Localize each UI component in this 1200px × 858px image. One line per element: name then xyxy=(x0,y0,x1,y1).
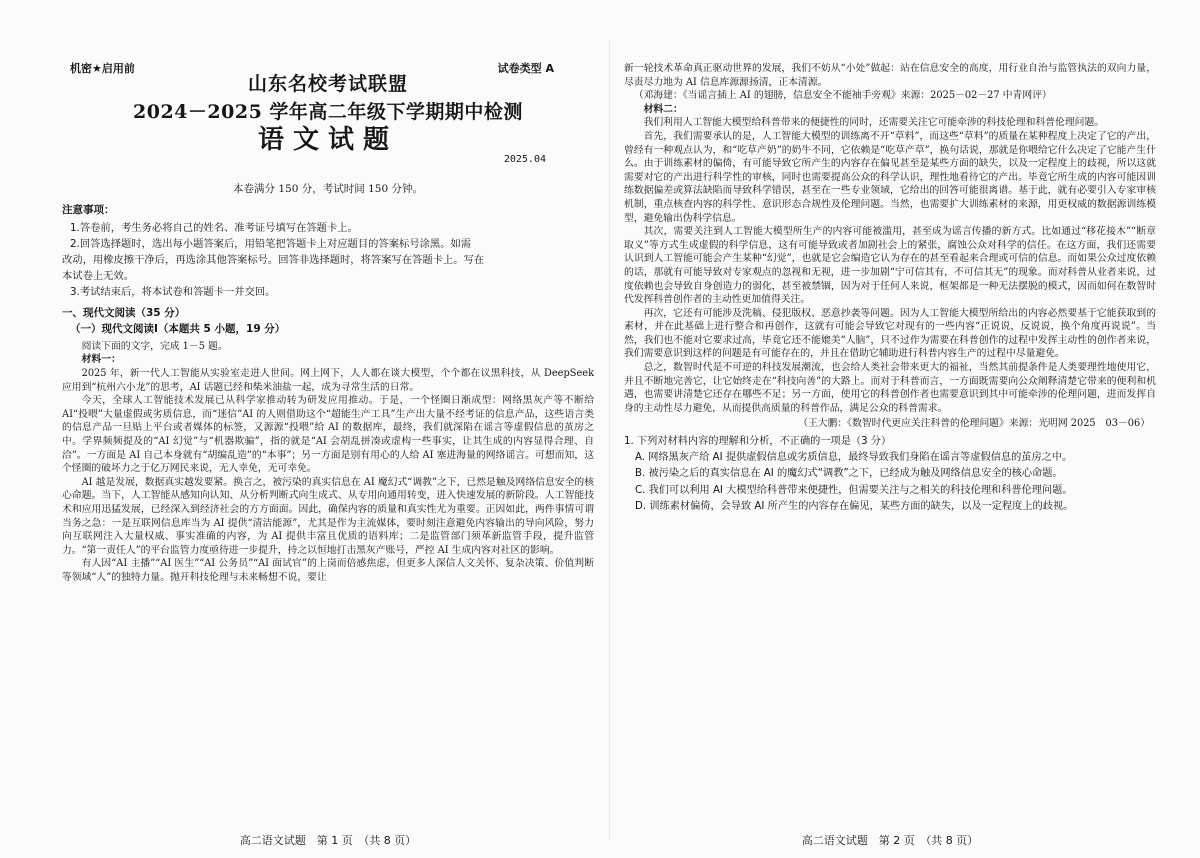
paragraph: 我们利用人工智能大模型给科普带来的便捷性的同时，还需要关注它可能牵涉的科技伦理和科普伦理问题。 xyxy=(643,117,1105,129)
notes-heading: 注意事项： xyxy=(62,204,115,216)
note-line: 2.回答选择题时，选出每小题答案后，用铅笔把答题卡上对应题目的答案标号涂黑。如需 xyxy=(70,237,472,250)
page-gutter xyxy=(609,40,610,840)
note-line: 改动，用橡皮擦干净后，再选涂其他答案标号。回答非选择题时，将答案写在答题卡上。写在 xyxy=(62,253,485,266)
page-1-body xyxy=(62,204,594,584)
material-label: 材料一： xyxy=(81,354,121,366)
option-d: D. 训练素材偏倚，会导致 AI 所产生的内容存在偏见，某些方面的缺失，以及一定程度上的歧视。 xyxy=(635,501,1074,513)
paragraph: 2025 年，新一代人工智能从实验室走进人世间。网上网下，人人都在谈大模型，个个都在议黑科技，从 DeepSeek 应用到“杭州六小龙”的思考，AI 话题已经和柴米油盐一起，成为寻常生活的日常。 xyxy=(62,367,594,393)
page-footer: 高二语文试题 第 2 页 （共 8 页） xyxy=(801,834,979,848)
option-a: A. 网络黑灰产给 AI 提供虚假信息或劣质信息，最终导致我们身陷在谣言等虚假信息的茧房之中。 xyxy=(635,451,1073,463)
section-heading: 一、现代文阅读（35 分） xyxy=(62,306,186,319)
exam-meta: 本卷满分 150 分，考试时间 150 分钟。 xyxy=(233,183,423,195)
paragraph: 有人因“AI 主播”“AI 医生”“AI 公务员”“AI 面试官”的上岗而倍感焦虑，但更多人深信人文关怀、复杂决策、价值判断等领域“人”的独特力量。抛开科技伦理与未来畅想不说，要让 xyxy=(62,558,594,583)
exam-date: 2025.04 xyxy=(503,154,546,165)
option-b: B. 被污染之后的真实信息在 AI 的魔幻式“调教”之下，已经成为触及网络信息安全的核心命题。 xyxy=(635,468,1063,480)
alliance-title: 山东名校考试联盟 xyxy=(247,73,408,95)
paragraph: 首先，我们需要承认的是，人工智能大模型的训练离不开“草料”，而这些“草料”的质量在某种程度上决定了它的产出，曾经有一种观点认为，和“吃草产奶”的奶牛不同，它依赖是“吃草产草”，换句话说，那就是你喂给它什么决定了它能产生什么。由于训练素材的偏倚，有可能导致它所产生的内容存在偏见甚至是某些方面的缺失，以及一定程度上的歧视，所以这就需要对它的产出进行科学性的审核，同时也需要提高公众的科学认识，理性地看待它的产出。毕竟它所生成的内容可能因训练数据偏差或算法缺陷而导致科学错误，甚至在一些专业领域，它给出的回答可能很离谱。基于此，就有必要引入专家审核机制，重点核查内容的科学性、意识形态合规性及伦理问题。当然，也需要扩大训练素材的来源，用更权威的数据源训练模型，避免输出伪科学信息。 xyxy=(624,130,1156,224)
paragraph: AI 越是发展，数据真实越发要紧。换言之，被污染的真实信息在 AI 魔幻式“调教”之下，已然是触及网络信息安全的核心命题。当下，人工智能从感知向认知、从分析判断式向生成式、从专用向通用转变，进入快速发展的新阶段。人工智能技术和应用迅猛发展，已经深入到经济社会的方方面面。因此，确保内容的质量和真实性尤为重要。正因如此，两件事情可谓当务之急：一是互联网信息库当为 AI 提供“清洁能源”，尤其是作为主流媒体，要时刻注意避免内容输出的导向风险，努力向互联网注入大量权威、事实准确的内容，为 AI 提供丰富且优质的语料库；二是监管部门须革新监管手段，提升监管力。“第一责任人”的平台监管力度亟待进一步提升，持之以恒地打击黑灰产账号，严控 AI 生成内容对社区的影响。 xyxy=(62,476,594,556)
page-2 xyxy=(624,62,1156,852)
note-line: 3.考试结束后，将本试卷和答题卡一并交回。 xyxy=(70,285,276,298)
paragraph: 其次，需要关注到人工智能大模型所生产的内容可能被滥用，甚至成为谣言传播的新方式。比如通过“移花接木”“断章取义”等方式生成虚假的科学信息，这有可能导致或者加剧社会上的紧张，腐蚀公众对科学的信任。在这方面，我们还需要认识到人工智能可能会产生某种“幻觉”，也就是它会编造它认为存在的甚至看起来合理或可信的信息。而如果公众过度依赖的话，那就有可能导致对专家观点的忽视和无视，进一步加剧“宁可信其有，不可信其无”的现象。而对科普从业者来说，过度依赖也会导致自身创造力的弱化，甚至被禁锢，因为对于任何人来说，框架都是一种无法摆脱的模式，因而如何在数智时代发挥科普创作者的主动性更加值得关注。 xyxy=(624,226,1156,306)
note-line: 本试卷上无效。 xyxy=(62,269,135,282)
material-label: 材料二： xyxy=(643,103,683,115)
question-stem: 1. 下列对材料内容的理解和分析，不正确的一项是（3 分） xyxy=(624,436,892,448)
subsection-heading: （一）现代文阅读Ⅰ（本题共 5 小题，19 分） xyxy=(70,323,286,336)
paragraph: 今天，全球人工智能技术发展已从科学家推动转为研发应用推动。于是，一个怪圈日渐成型：网络黑灰产等不断给 AI“投喂”大量虚假或劣质信息，而“迷信”AI 的人则借助这个“超能生产工具”生产出大量不经考证的信息产品，这些语言类的信息产品一旦贴上平台或者媒体的标签，又源源“投喂”给 AI 的数据库，最终，我们就深陷在谣言等虚假信息的茧房之中。学界频频提及的“AI 幻觉”与“机器欺骗”，指的就是“AI 会胡乱拼凑或虚构一些事实，让其生成的内容显得合理、自洽”。一方面是 AI 自己本身就有“胡编乱造”的“本事”；另一方面是别有用心的人给 AI 塞进海量的网络谣言。可想而知，这个怪圈的破坏力之于亿万网民来说，无人幸免，无可幸免。 xyxy=(62,395,594,475)
paper-type: 试卷类型 A xyxy=(497,62,554,75)
paragraph: 再次，它还有可能涉及洗稿、侵犯版权、恶意抄袭等问题。因为人工智能大模型所给出的内容必然要基于它能获取到的素材，并在此基础上进行整合和再创作，这就有可能会导致它对现有的一些内容“正说说，反说说，换个角度再说说”。当然，我们也不能对它要求过高，毕竟它还不能媲美“人脑”，只不过作为需要在科普创作的过程中发挥主动性的创作者来说，我们需要意识到这样的问题是有可能存在的，并且在借助它辅助进行科普内容生产的过程中尽量避免。 xyxy=(624,307,1156,360)
source-citation: （王大鹏：《数智时代更应关注科普的伦理问题》来源：光明网 2025 03－06） xyxy=(798,418,1150,430)
subject-title: 语文试题 xyxy=(257,125,398,155)
exam-title: 2024－2025 学年高二年级下学期期中检测 xyxy=(133,101,523,123)
note-line: 1.答卷前，考生务必将自己的姓名、准考证号填写在答题卡上。 xyxy=(70,221,358,234)
option-c: C. 我们可以利用 AI 大模型给科普带来便捷性，但需要关注与之相关的科技伦理和科普伦理问题。 xyxy=(635,484,1073,496)
paragraph-continuation: 新一轮技术革命真正驱动世界的发展，我们不妨从“小处”做起：站在信息安全的高度，用行业自治与监管执法的双向力量，尽责尽力地为 AI 信息库源源扬清，正本清源。 xyxy=(624,63,1156,88)
source-citation: （邓海建：《当谣言插上 AI 的翅膀，信息安全不能袖手旁观》来源：2025－02－27 中青网评） xyxy=(633,90,1052,102)
secret-label: 机密★启用前 xyxy=(70,62,135,75)
page-1 xyxy=(62,56,594,846)
page-2-body xyxy=(624,62,1156,517)
instruction: 阅读下面的文字，完成 1－5 题。 xyxy=(81,340,228,352)
paragraph: 总之，数智时代是不可逆的科技发展潮流，也会给人类社会带来更大的福祉，当然其前提条件是人类要理性地使用它，并且不断地完善它，让它始终走在“科技向善”的大路上。而对于科普而言，一方面既需要向公众阐释清楚它带来的便利和机遇，也需要讲清楚它还存在哪些不足；另一方面，使用它的科普创作者也需要意识到其中可能牵涉的伦理问题，进而发挥自身的主动性尽力避免，从而提供高质量的科普作品，满足公众的科普需求。 xyxy=(624,362,1156,414)
page-footer: 高二语文试题 第 1 页 （共 8 页） xyxy=(239,834,417,848)
page-header xyxy=(62,56,594,74)
